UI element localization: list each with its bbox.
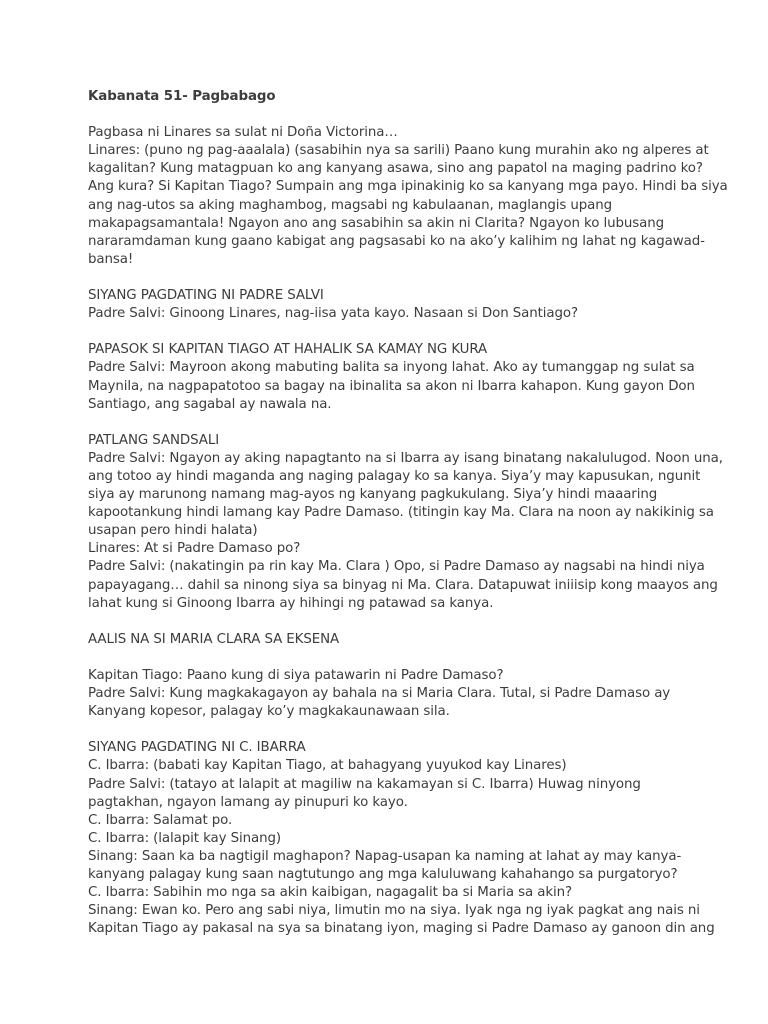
text-section: [88, 432, 723, 613]
text-line: SIYANG PAGDATING NI PADRE SALVI: [88, 288, 324, 304]
text-section: [88, 667, 688, 721]
text-line: Santiago, ang sagabal ay nawala na.: [88, 396, 332, 412]
text-line: Padre Salvi: (nakatingin pa rin kay Ma. Clara ) Opo, si Padre Damaso ay nagsabi na hindi niya: [88, 559, 705, 575]
text-section: [88, 124, 728, 269]
text-line: SIYANG PAGDATING NI C. IBARRA: [88, 740, 306, 756]
text-line: Kapitan Tiago ay pakasal na sya sa binatang iyon, maging si Padre Damaso ay ganoon din ang: [88, 921, 715, 937]
text-line: Kapitan Tiago: Paano kung di siya patawarin ni Padre Damaso?: [88, 668, 504, 683]
text-line: Linares: At si Padre Damaso po?: [88, 541, 301, 557]
text-line: C. Ibarra: (lalapit kay Sinang): [88, 830, 281, 846]
document-page: [88, 88, 728, 938]
text-line: Padre Salvi: Ginoong Linares, nag-iisa yata kayo. Nasaan si Don Santiago?: [88, 306, 579, 322]
chapter-title: Kabanata 51- Pagbabago: [88, 89, 276, 104]
text-line: papayagang… dahil sa ninong siya sa binyag ni Ma. Clara. Datapuwat iniiisip kong maayos ang: [88, 577, 718, 593]
text-line: Padre Salvi: Mayroon akong mabuting balita sa inyong lahat. Ako ay tumanggap ng sulat sa: [88, 360, 695, 376]
text-line: usapan pero hindi halata): [88, 523, 258, 539]
text-line: Linares: (puno ng pag-aaalala) (sasabihin nya sa sarili) Paano kung murahin ako ng alperes at: [88, 143, 709, 159]
text-line: Pagbasa ni Linares sa sulat ni Doña Victorina…: [88, 125, 398, 141]
text-section: [88, 287, 688, 323]
document-body: [88, 124, 728, 938]
text-line: Padre Salvi: Kung magkakagayon ay bahala na si Maria Clara. Tutal, si Padre Damaso ay: [88, 686, 671, 702]
text-section: [88, 739, 715, 938]
text-line: kapootankung hindi lamang kay Padre Damaso. (titingin kay Ma. Clara na noon ay nakikinig sa: [88, 505, 714, 521]
text-line: Sinang: Saan ka ba nagtigil maghapon? Napag-usapan ka naming at lahat ay may kanya-: [88, 848, 682, 864]
text-line: PAPASOK SI KAPITAN TIAGO AT HAHALIK SA KAMAY NG KURA: [88, 342, 488, 358]
text-line: kagalitan? Kung matagpuan ko ang kanyang asawa, sino ang papatol na maging padrino ko?: [88, 161, 703, 177]
text-line: makapagsamantala! Ngayon ano ang sasabihin sa akin ni Clarita? Ngayon ko lubusang: [88, 215, 665, 231]
text-line: Padre Salvi: (tatayo at lalapit at magiliw na kakamayan si C. Ibarra) Huwag ninyong: [88, 776, 641, 792]
text-line: Ang kura? Si Kapitan Tiago? Sumpain ang mga ipinakinig ko sa kanyang mga payo. Hindi ba siya: [88, 179, 728, 195]
text-line: Kanyang kopesor, palagay ko’y magkakaunawaan sila.: [88, 704, 450, 720]
text-line: kanyang palagay kung saan nagtutungo ang mga kaluluwang kahahango sa purgatoryo?: [88, 867, 678, 883]
text-section: [88, 631, 688, 649]
text-line: C. Ibarra: (babati kay Kapitan Tiago, at bahagyang yuyukod kay Linares): [88, 758, 567, 774]
text-line: nararamdaman kung gaano kabigat ang pagsasabi ko na ako’y kalihim ng lahat ng kagawad-: [88, 233, 705, 249]
text-line: ang totoo ay hindi maganda ang naging palagay ko sa kanya. Siya’y may kapusukan, ngunit: [88, 468, 701, 484]
text-line: AALIS NA SI MARIA CLARA SA EKSENA: [88, 631, 340, 647]
text-section: [88, 341, 695, 413]
text-line: C. Ibarra: Salamat po.: [88, 812, 233, 828]
text-line: Maynila, na nagpapatotoo sa bagay na ibinalita sa akon ni Ibarra kahapon. Kung gayon Don: [88, 378, 695, 394]
text-line: Sinang: Ewan ko. Pero ang sabi niya, limutin mo na siya. Iyak nga ng iyak pagkat ang nais ni: [88, 903, 700, 919]
text-line: PATLANG SANDSALI: [88, 432, 220, 448]
text-line: bansa!: [88, 251, 134, 267]
text-line: siya ay marunong namang mag-ayos ng kanyang pagkukulang. Siya’y hindi maaaring: [88, 487, 658, 503]
text-line: Padre Salvi: Ngayon ay aking napagtanto na si Ibarra ay isang binatang nakalulugod. Noon una,: [88, 450, 723, 466]
text-line: ang nag-utos sa aking maghambog, magsabi ng kabulaanan, maglangis upang: [88, 197, 613, 213]
text-line: lahat kung si Ginoong Ibarra ay hihingi ng patawad sa kanya.: [88, 595, 494, 611]
text-line: C. Ibarra: Sabihin mo nga sa akin kaibigan, nagagalit ba si Maria sa akin?: [88, 885, 573, 901]
text-line: pagtakhan, ngayon lamang ay pinupuri ko kayo.: [88, 794, 408, 810]
